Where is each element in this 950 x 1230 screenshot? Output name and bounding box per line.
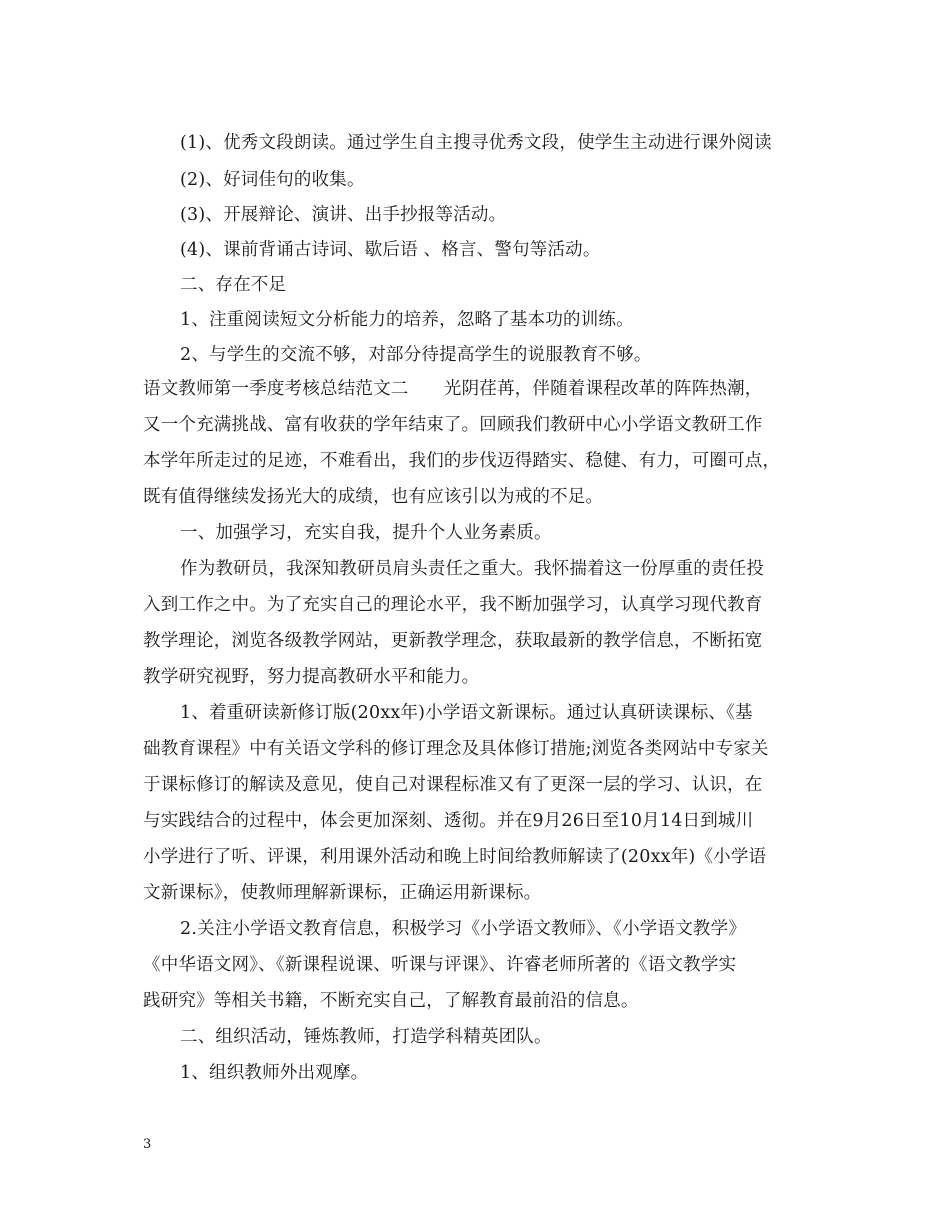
text-line: 践研究》等相关书籍，不断充实自己，了解教育最前沿的信息。 bbox=[143, 991, 639, 1011]
text-line: (4)、课前背诵古诗词、歇后语 、格言、警句等活动。 bbox=[180, 240, 601, 260]
text-line: 教学研究视野，努力提高教研水平和能力。 bbox=[143, 667, 480, 687]
text-line: 础教育课程》中有关语文学科的修订理念及具体修订措施;浏览各类网站中专家关 bbox=[143, 739, 769, 759]
text-line: 教学理论，浏览各级教学网站，更新教学理念，获取最新的教学信息，不断拓宽 bbox=[143, 631, 763, 651]
text-line: (1)、优秀文段朗读。通过学生自主搜寻优秀文段，使学生主动进行课外阅读 bbox=[180, 133, 772, 153]
document-title-line: 语文教师第一季度考核总结范文二 光阴荏苒，伴随着课程改革的阵阵热潮， bbox=[143, 379, 763, 399]
text-line: 《中华语文网》、《新课程说课、听课与评课》、许睿老师所著的《语文教学实 bbox=[143, 955, 737, 975]
page-number: 3 bbox=[143, 1137, 152, 1152]
section-heading: 二、组织活动，锤炼教师，打造学科精英团队。 bbox=[180, 1027, 552, 1047]
section-heading: 一、加强学习，充实自我，提升个人业务素质。 bbox=[180, 523, 552, 543]
text-line: 1、注重阅读短文分析能力的培养，忽略了基本功的训练。 bbox=[180, 310, 634, 330]
text-line: 小学进行了听、评课，利用课外活动和晚上时间给教师解读了(20xx年)《小学语 bbox=[143, 847, 767, 867]
text-line: (2)、好词佳句的收集。 bbox=[180, 170, 365, 190]
section-heading: 二、存在不足 bbox=[180, 275, 287, 295]
text-line: 与实践结合的过程中，体会更加深刻、透彻。并在9月26日至10月14日到城川 bbox=[143, 811, 754, 831]
text-line: 2、与学生的交流不够，对部分待提高学生的说服教育不够。 bbox=[180, 345, 652, 365]
text-line: 又一个充满挑战、富有收获的学年结束了。回顾我们教研中心小学语文教研工作 bbox=[143, 415, 763, 435]
text-line: 入到工作之中。为了充实自己的理论水平，我不断加强学习，认真学习现代教育 bbox=[143, 595, 763, 615]
text-line: 1、组织教师外出观摩。 bbox=[180, 1063, 369, 1083]
text-line: 2.关注小学语文教育信息，积极学习《小学语文教师》、《小学语文教学》 bbox=[180, 919, 746, 939]
text-line: (3)、开展辩论、演讲、出手抄报等活动。 bbox=[180, 205, 507, 225]
text-line: 于课标修订的解读及意见，使自己对课程标准又有了更深一层的学习、认识，在 bbox=[143, 775, 763, 795]
text-line: 1、着重研读新修订版(20xx年)小学语文新课标。通过认真研读课标、《基 bbox=[180, 703, 753, 723]
text-line: 作为教研员，我深知教研员肩头责任之重大。我怀揣着这一份厚重的责任投 bbox=[180, 559, 765, 579]
text-line: 本学年所走过的足迹，不难看出，我们的步伐迈得踏实、稳健、有力，可圈可点， bbox=[143, 451, 781, 471]
text-line: 文新课标》，使教师理解新课标，正确运用新课标。 bbox=[143, 883, 542, 903]
text-line: 既有值得继续发扬光大的成绩，也有应该引以为戒的不足。 bbox=[143, 487, 604, 507]
